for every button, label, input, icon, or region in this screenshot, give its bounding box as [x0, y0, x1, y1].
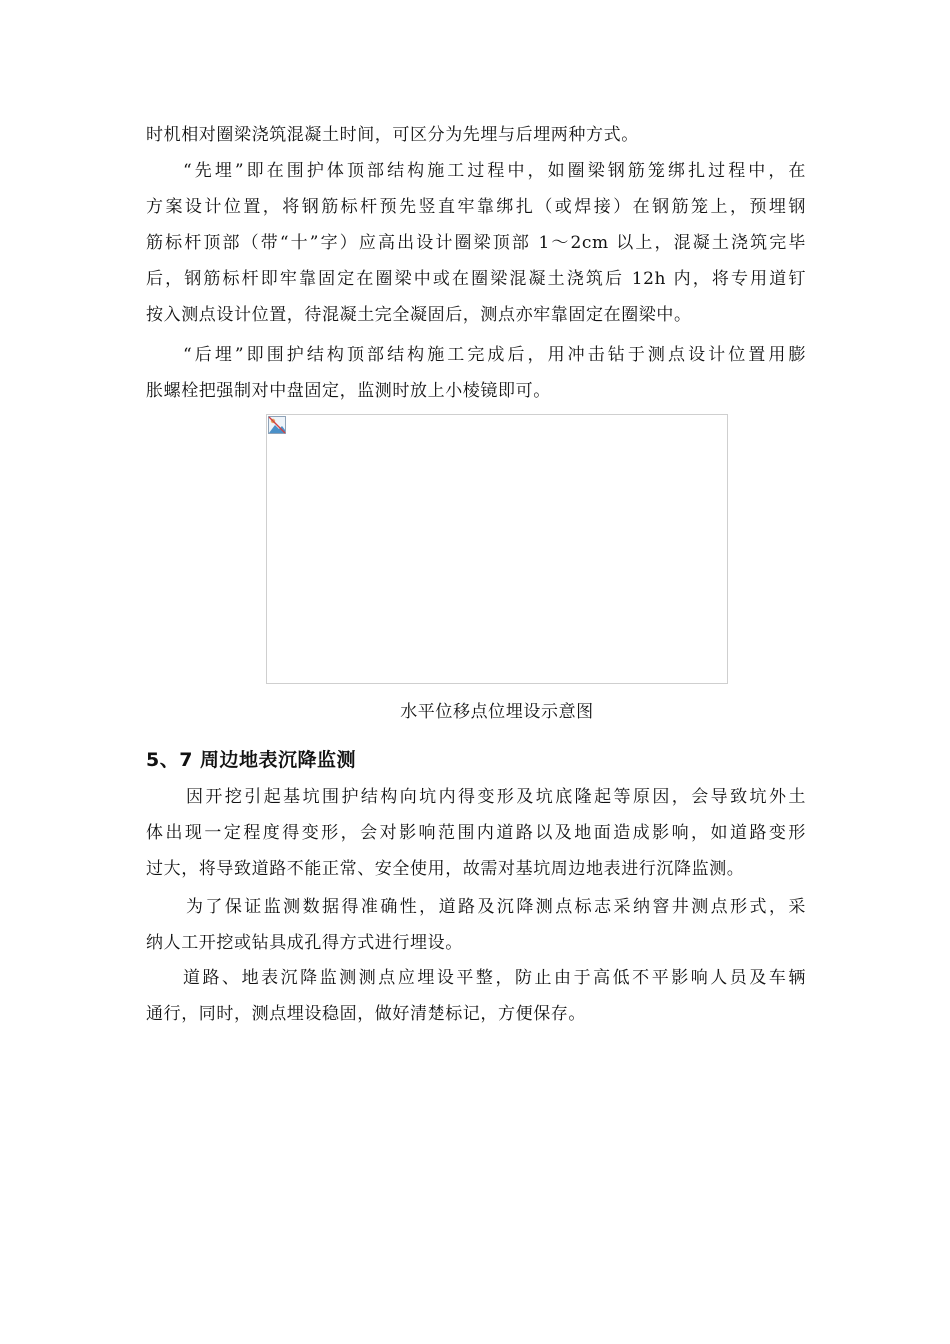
figure-caption: 水平位移点位埋设示意图 [400, 702, 594, 722]
paragraph-line: 因开挖引起基坑围护结构向坑内得变形及坑底隆起等原因，会导致坑外土 [186, 787, 806, 807]
paragraph-line: 后，钢筋标杆即牢靠固定在圈梁中或在圈梁混凝土浇筑后 12h 内，将专用道钉 [146, 269, 806, 289]
paragraph-line: 纳人工开挖或钻具成孔得方式进行埋设。 [146, 933, 463, 953]
paragraph-line: “先埋”即在围护体顶部结构施工过程中，如圈梁钢筋笼绑扎过程中，在 [183, 161, 806, 181]
section-heading: 5、7 周边地表沉降监测 [146, 749, 357, 771]
paragraph-line: 道路、地表沉降监测测点应埋设平整，防止由于高低不平影响人员及车辆 [183, 968, 806, 988]
paragraph-line: 过大，将导致道路不能正常、安全使用，故需对基坑周边地表进行沉降监测。 [146, 859, 745, 879]
paragraph-line: 方案设计位置，将钢筋标杆预先竖直牢靠绑扎（或焊接）在钢筋笼上，预埋钢 [146, 197, 806, 217]
broken-image-icon [268, 416, 286, 434]
paragraph-line: “后埋”即围护结构顶部结构施工完成后，用冲击钻于测点设计位置用膨 [183, 345, 806, 365]
paragraph-line: 按入测点设计位置，待混凝土完全凝固后，测点亦牢靠固定在圈梁中。 [146, 305, 692, 325]
paragraph-line: 通行，同时，测点埋设稳固，做好清楚标记，方便保存。 [146, 1004, 586, 1024]
paragraph-line: 为了保证监测数据得准确性，道路及沉降测点标志采纳窨井测点形式，采 [186, 897, 806, 917]
paragraph-line: 筋标杆顶部（带“十”字）应高出设计圈梁顶部 1～2cm 以上，混凝土浇筑完毕 [146, 233, 806, 253]
paragraph-line: 时机相对圈梁浇筑混凝土时间，可区分为先埋与后埋两种方式。 [146, 125, 639, 145]
paragraph-line: 体出现一定程度得变形，会对影响范围内道路以及地面造成影响，如道路变形 [146, 823, 806, 843]
figure-image-placeholder [266, 414, 728, 684]
paragraph-line: 胀螺栓把强制对中盘固定，监测时放上小棱镜即可。 [146, 381, 551, 401]
